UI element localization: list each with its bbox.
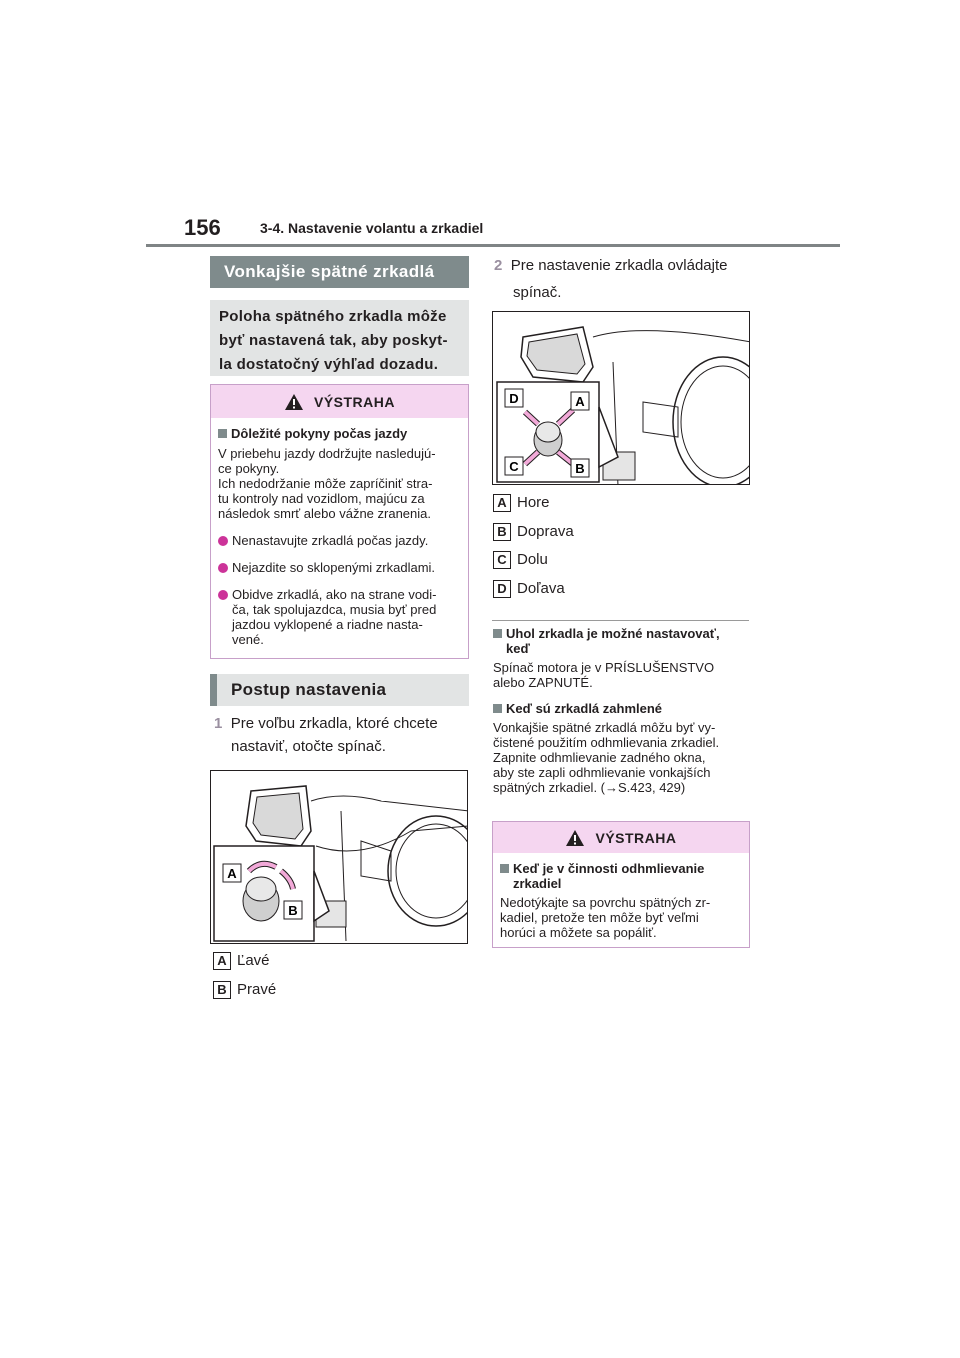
legend-item [493, 522, 574, 542]
step-1-line [214, 712, 474, 735]
note-body [493, 660, 753, 690]
legend-key: B [213, 981, 231, 999]
warning-box [210, 384, 469, 659]
warning-title: VÝSTRAHA [313, 393, 395, 410]
legend-key: C [493, 551, 511, 569]
warning-text-line: V priebehu jazdy dodržujte nasledujú- [218, 446, 436, 461]
chapter-title: 3-4. Nastavenie volantu a zrkadiel [260, 220, 484, 236]
warning-bullet [218, 587, 460, 647]
section-title-procedure: Postup nastavenia [210, 674, 469, 706]
step-2-line: spínač. [513, 284, 562, 301]
note-title [493, 626, 753, 641]
warning-title: VÝSTRAHA [595, 829, 677, 846]
step-1-line: nastaviť, otočte spínač. [231, 738, 386, 755]
warning-text-line: kadiel, pretože ten môže byť veľmi [500, 910, 699, 925]
bullet-line: jazdou vyklopené a riadne nasta- [232, 617, 423, 632]
warning-header [211, 385, 468, 418]
step-1 [214, 712, 474, 758]
bullet-line: ča, tak spolujazdca, musia byť pred [232, 602, 437, 617]
square-bullet-icon [500, 864, 509, 873]
dot-bullet-icon [218, 590, 228, 600]
notes-rule [492, 620, 749, 621]
figure-label-b: B [288, 903, 298, 918]
note-body-line: Zapnite odhmlievanie zadného okna, [493, 750, 706, 765]
warning-text-line: následok smrť alebo vážne zranenia. [218, 506, 431, 521]
legend-text: Pravé [237, 981, 277, 998]
note-title-line: Keď sú zrkadlá zahmlené [506, 701, 663, 716]
warning-body [493, 853, 749, 948]
intro-line: la dostatočný výhľad dozadu. [219, 356, 439, 373]
dot-bullet-icon [218, 536, 228, 546]
step-2-line [494, 254, 754, 277]
square-bullet-icon [218, 429, 227, 438]
legend-text: Ľavé [237, 952, 270, 969]
warning-body [211, 418, 468, 655]
note-body-line: spätných zrkadiel. (→S.423, 429) [493, 780, 686, 795]
legend-text: Hore [517, 494, 550, 511]
figure-label-b: B [575, 461, 585, 476]
bullet-line: Nejazdite so sklopenými zrkadlami. [232, 560, 436, 575]
warning-item-title-line: zrkadiel [513, 876, 562, 891]
legend-key: B [493, 523, 511, 541]
figure-label-a: A [575, 394, 585, 409]
square-bullet-icon [493, 704, 502, 713]
warning-item-title [500, 861, 741, 876]
legend-item [213, 951, 270, 971]
step-2 [494, 254, 754, 304]
figure-label-c: C [509, 459, 519, 474]
bullet-line: vené. [232, 632, 264, 647]
mirror-select-illustration [211, 771, 468, 944]
warning-text-line: Ich nedodržanie môže zapríčiniť stra- [218, 476, 433, 491]
warning-triangle-icon [565, 829, 585, 847]
note-title [493, 701, 753, 716]
warning-item-text [500, 895, 741, 940]
mirror-adjust-illustration [493, 312, 750, 485]
note-title-line: Uhol zrkadla je možné nastavovať, [506, 626, 720, 641]
legend-item [493, 550, 548, 570]
legend-item [493, 579, 565, 599]
figure-label-a: A [227, 866, 237, 881]
step-number: 1 [214, 715, 223, 732]
warning-text-line: ce pokyny. [218, 461, 280, 476]
note-body-line: Vonkajšie spätné zrkadlá môžu byť vy- [493, 720, 716, 735]
note-body-line: Spínač motora je v PRÍSLUŠENSTVO [493, 660, 715, 675]
warning-item-title-line: Keď je v činnosti odhmlievanie [513, 861, 705, 876]
section-title-mirrors: Vonkajšie spätné zrkadlá [210, 256, 469, 288]
legend-key: A [213, 952, 231, 970]
bullet-line: Obidve zrkadlá, ako na strane vodi- [232, 587, 437, 602]
figure-mirror-select [210, 770, 468, 944]
note-body-line: aby ste zapli odhmlievanie vonkajších [493, 765, 711, 780]
intro-line: Poloha spätného zrkadla môže [219, 308, 447, 325]
warning-text-line: Nedotýkajte sa povrchu spätných zr- [500, 895, 711, 910]
warning-triangle-icon [284, 393, 304, 411]
legend-item [213, 980, 276, 1000]
warning-text-line: tu kontroly nad vozidlom, majúcu za [218, 491, 425, 506]
figure-mirror-adjust [492, 311, 750, 485]
square-bullet-icon [493, 629, 502, 638]
header-rule [146, 244, 840, 247]
warning-box-defogger [492, 821, 750, 948]
note-body [493, 720, 753, 795]
figure-label-d: D [509, 391, 519, 406]
dot-bullet-icon [218, 563, 228, 573]
bullet-line: Nenastavujte zrkadlá počas jazdy. [232, 533, 429, 548]
note-body-line: čistené použitím odhmlievania zrkadiel. [493, 735, 720, 750]
warning-header [493, 822, 749, 853]
note-title-line: keď [506, 641, 530, 656]
step-text: Pre nastavenie zrkadla ovládajte [510, 257, 728, 274]
intro-line: byť nastavená tak, aby poskyt- [219, 332, 448, 349]
legend-key: D [493, 580, 511, 598]
intro-block [210, 300, 469, 376]
note-block [493, 626, 753, 795]
page-number: 156 [184, 215, 221, 240]
warning-item-title-text: Dôležité pokyny počas jazdy [231, 426, 408, 441]
legend-text: Dolu [517, 551, 548, 568]
warning-item-title [218, 426, 460, 441]
warning-bullet [218, 533, 460, 548]
step-text: Pre voľbu zrkadla, ktoré chcete [230, 715, 438, 732]
warning-text-line: horúci a môžete sa popáliť. [500, 925, 657, 940]
legend-text: Doľava [517, 580, 565, 597]
legend-item [493, 493, 550, 513]
warning-item-text [218, 446, 460, 521]
legend-key: A [493, 494, 511, 512]
warning-bullet [218, 560, 460, 575]
step-number: 2 [494, 257, 503, 274]
note-body-line: alebo ZAPNUTÉ. [493, 675, 593, 690]
legend-text: Doprava [517, 523, 574, 540]
